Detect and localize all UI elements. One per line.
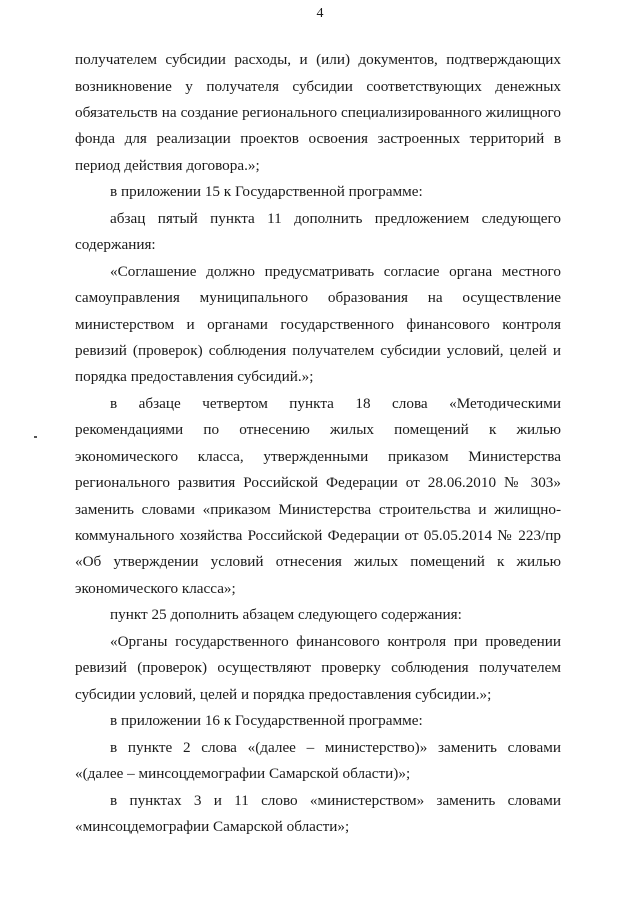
- text-line: заменить словами «приказом Министерства строительства и жилищно-: [75, 501, 561, 518]
- text-line: абзац пятый пункта 11 дополнить предложением следующего: [110, 210, 561, 227]
- text-line: в приложении 15 к Государственной программе:: [110, 183, 423, 200]
- text-line: в абзаце четвертом пункта 18 слова «Методическими: [110, 395, 561, 412]
- text-line: содержания:: [75, 236, 156, 253]
- text-line: порядка предоставления субсидий.»;: [75, 368, 314, 385]
- text-line: обязательств на создание регионального специализированного жилищного: [75, 104, 561, 121]
- text-line: период действия договора.»;: [75, 157, 260, 174]
- text-line: регионального развития Российской Федерации от 28.06.2010 № 303»: [75, 474, 561, 491]
- text-line: рекомендациями по отнесению жилых помещений к жилью: [75, 421, 561, 438]
- text-line: «Об утверждении условий отнесения жилых помещений к жилью: [75, 553, 561, 570]
- page-number: 4: [316, 6, 324, 21]
- text-line: возникновение у получателя субсидии соответствующих денежных: [75, 78, 561, 95]
- text-line: экономического класса, утвержденными приказом Министерства: [75, 448, 561, 465]
- text-line: «Соглашение должно предусматривать согласие органа местного: [110, 263, 561, 280]
- text-line: в пунктах 3 и 11 слово «министерством» заменить словами: [110, 792, 561, 809]
- text-line: самоуправления муниципального образования на осуществление: [75, 289, 561, 306]
- text-line: ревизий (проверок) осуществляют проверку соблюдения получателем: [75, 659, 561, 676]
- scan-speck: [34, 436, 37, 438]
- text-line: «Органы государственного финансового контроля при проведении: [110, 633, 561, 650]
- text-line: получателем субсидии расходы, и (или) документов, подтверждающих: [75, 51, 561, 68]
- text-line: экономического класса»;: [75, 580, 236, 597]
- text-line: министерством и органами государственного финансового контроля: [75, 316, 561, 333]
- text-line: «минсоцдемографии Самарской области»;: [75, 818, 350, 835]
- text-line: коммунального хозяйства Российской Федерации от 05.05.2014 № 223/пр: [75, 527, 561, 544]
- text-line: ревизий (проверок) соблюдения получателем субсидии условий, целей и: [75, 342, 561, 359]
- text-line: в пункте 2 слова «(далее – министерство)» заменить словами: [110, 739, 561, 756]
- text-line: фонда для реализации проектов освоения застроенных территорий в: [75, 130, 561, 147]
- text-line: пункт 25 дополнить абзацем следующего содержания:: [110, 606, 462, 623]
- text-line: «(далее – минсоцдемографии Самарской области)»;: [75, 765, 411, 782]
- text-line: в приложении 16 к Государственной программе:: [110, 712, 423, 729]
- text-line: субсидии условий, целей и порядка предоставления субсидии.»;: [75, 686, 492, 703]
